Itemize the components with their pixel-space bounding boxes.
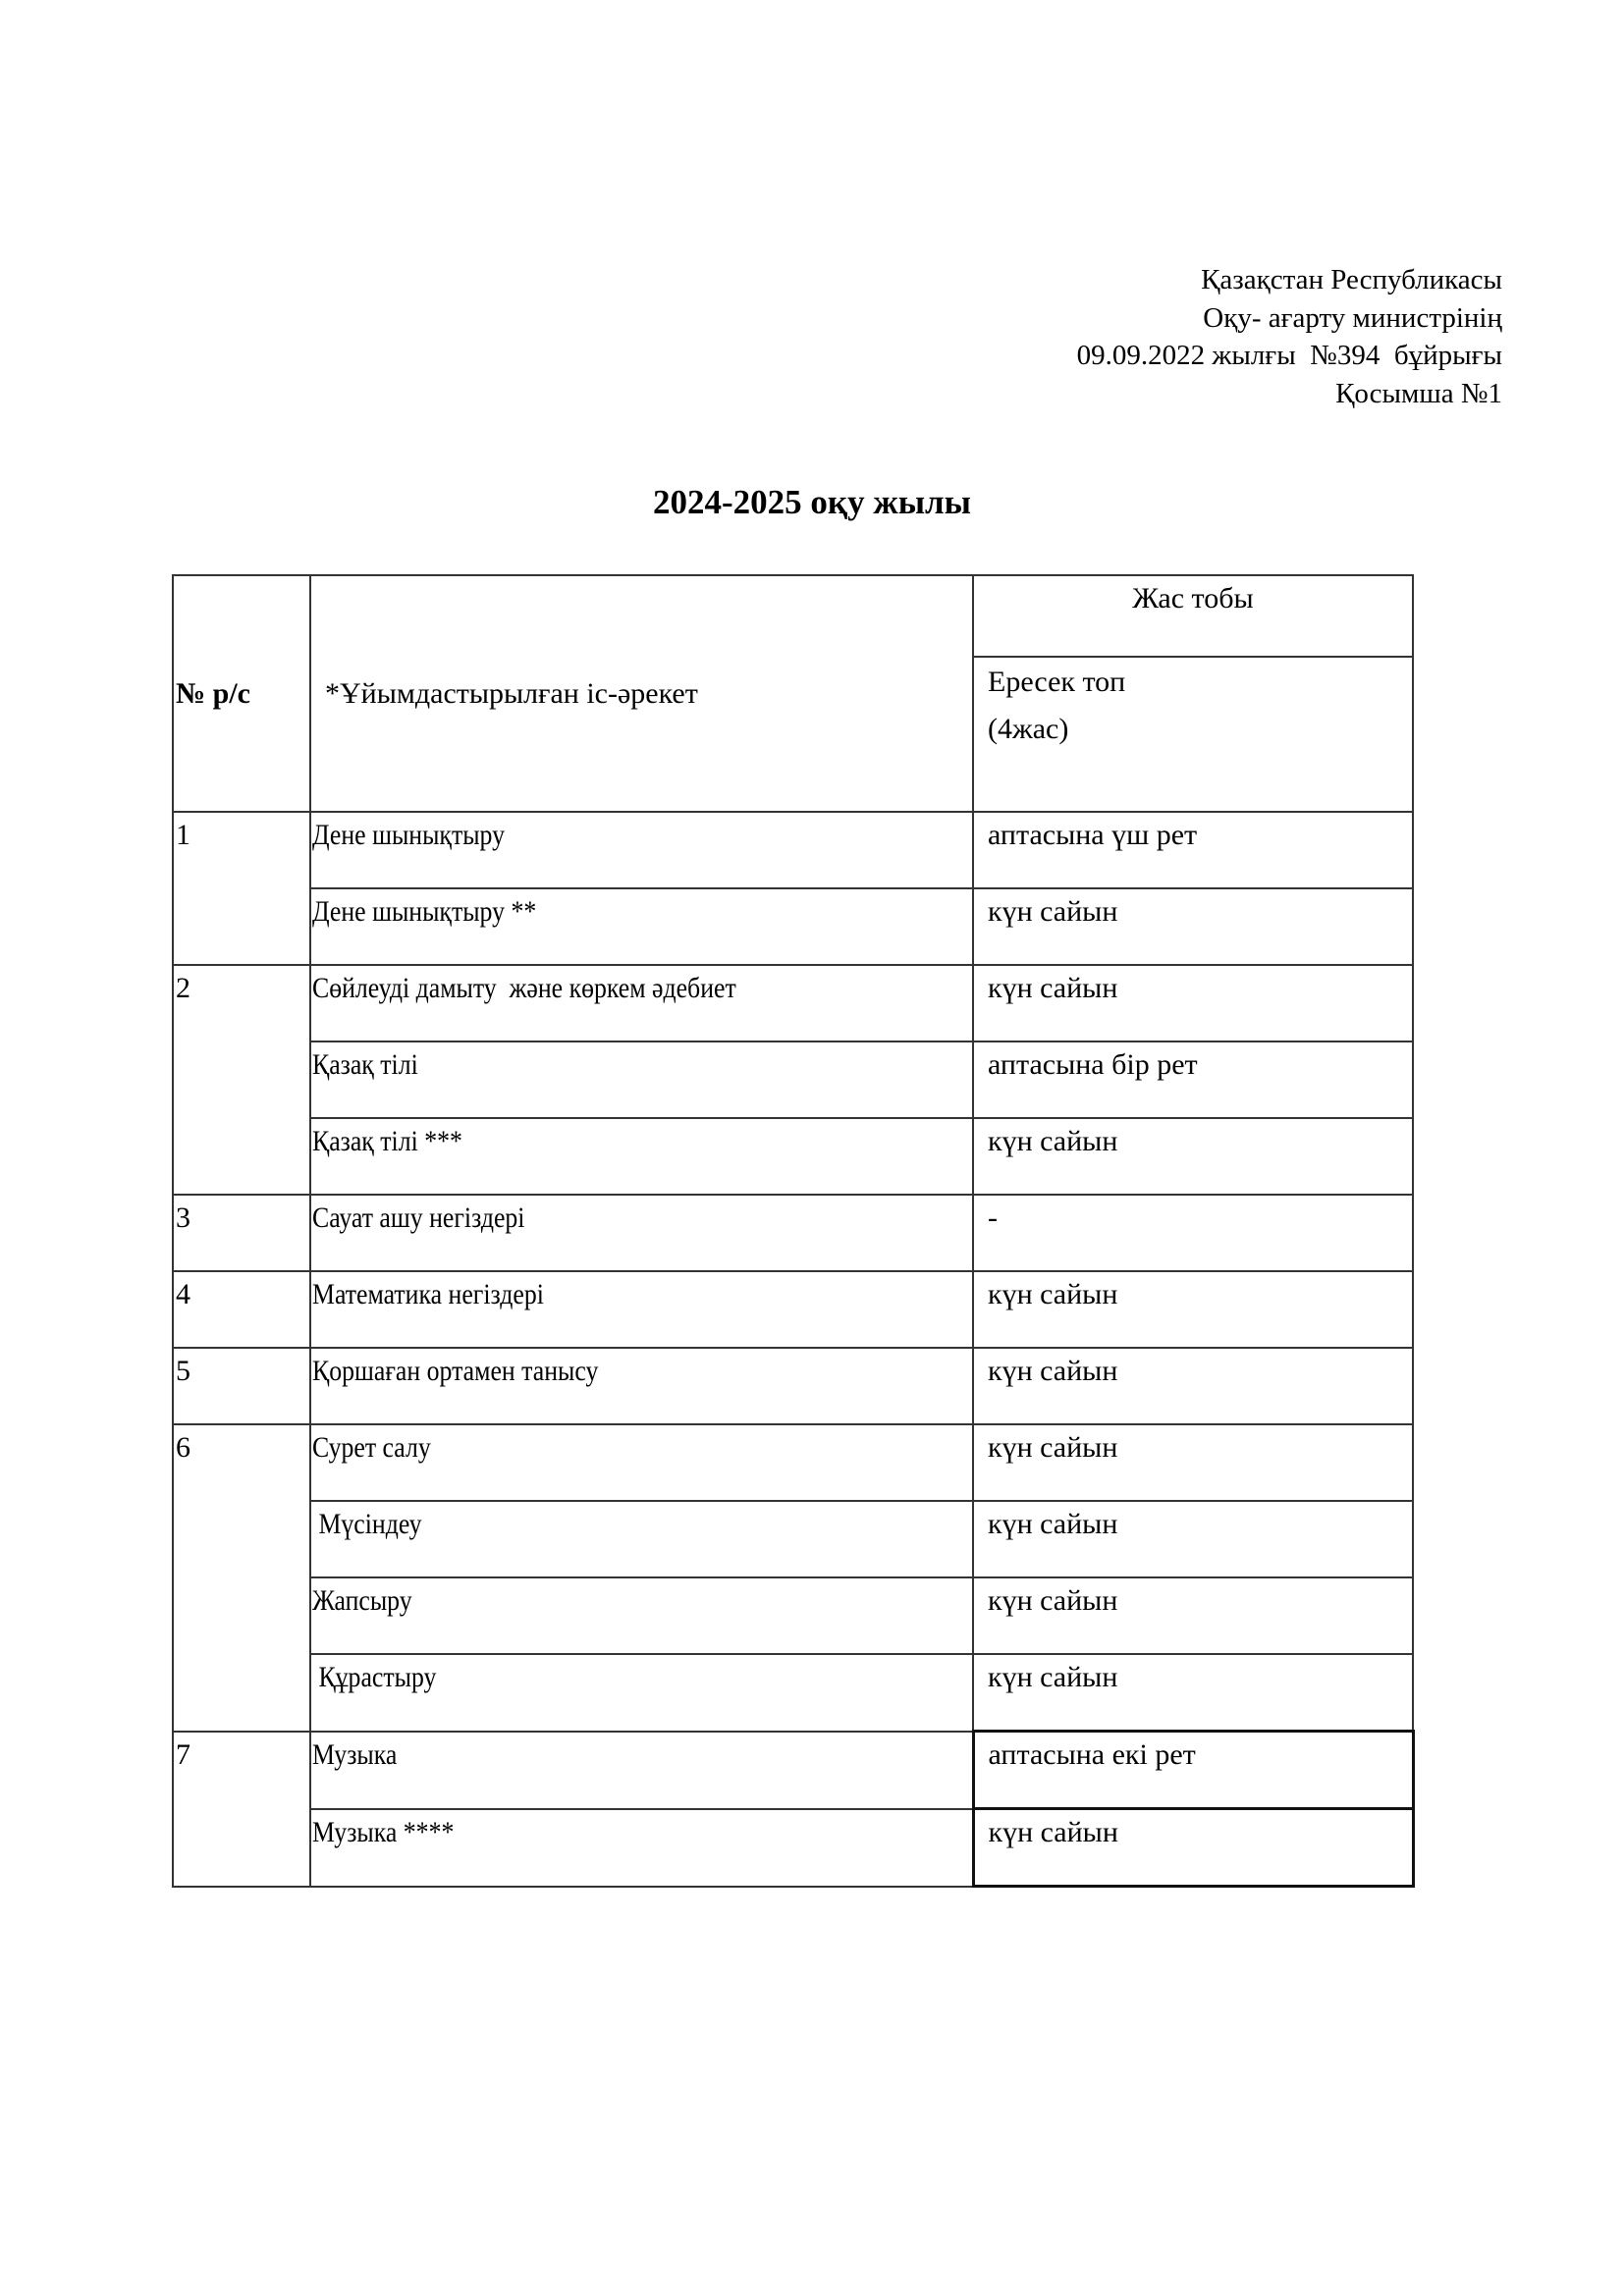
table-row <box>173 1577 1413 1654</box>
row-frequency-cell <box>973 1424 1413 1501</box>
row-activity <box>310 1271 973 1348</box>
row-frequency: күн сайын <box>988 1816 1118 1848</box>
row-frequency: күн сайын <box>988 1355 1118 1387</box>
row-frequency: күн сайын <box>988 1508 1118 1540</box>
row-activity <box>310 888 973 965</box>
activity-text: Дене шынықтыру ** <box>312 895 537 928</box>
row-frequency-cell <box>973 1041 1413 1118</box>
row-number: 4 <box>176 1278 190 1310</box>
activity-text: Сөйлеуді дамыту және көркем әдебиет <box>312 972 736 1004</box>
table-row <box>173 888 1413 965</box>
approval-line-ministry: Оқу- ағарту министрінің <box>1203 301 1502 334</box>
table-row <box>173 1271 1413 1348</box>
table-row <box>173 1041 1413 1118</box>
row-number: 2 <box>176 972 190 1004</box>
activity-text: Құрастыру <box>312 1661 437 1693</box>
approval-line-order: 09.09.2022 жылғы №394 бұйрығы <box>1076 340 1502 371</box>
table-row <box>173 965 1413 1041</box>
row-frequency: күн сайын <box>988 1125 1118 1157</box>
header-group-name: Ересек топ <box>988 666 1126 698</box>
row-frequency-cell <box>973 1732 1413 1809</box>
row-frequency: күн сайын <box>988 895 1118 928</box>
row-number: 7 <box>176 1737 190 1771</box>
row-number-cell <box>173 1424 310 1732</box>
table-row <box>173 1654 1413 1732</box>
table-header-row <box>173 575 1413 657</box>
activity-text: Қазақ тілі <box>312 1048 418 1081</box>
row-number-cell <box>173 812 310 965</box>
header-activity-cell <box>310 575 973 812</box>
header-number-cell <box>173 575 310 812</box>
row-frequency-cell <box>973 1118 1413 1195</box>
activity-text: Музыка <box>312 1737 398 1771</box>
activity-text: Қоршаған ортамен танысу <box>312 1355 599 1387</box>
header-age-group-cell <box>973 575 1413 657</box>
row-activity <box>310 1118 973 1195</box>
row-frequency: күн сайын <box>988 1431 1118 1464</box>
row-frequency: күн сайын <box>988 972 1118 1004</box>
row-number: 1 <box>176 819 190 851</box>
row-activity <box>310 1041 973 1118</box>
row-activity <box>310 1732 973 1809</box>
row-frequency: аптасына үш рет <box>988 819 1198 851</box>
row-activity <box>310 1348 973 1424</box>
header-group-age: (4жас) <box>988 713 1069 745</box>
row-number: 6 <box>176 1431 190 1464</box>
activity-text: Қазақ тілі *** <box>312 1125 462 1157</box>
table-row <box>173 1732 1413 1809</box>
activity-text: Сурет салу <box>312 1431 431 1464</box>
row-number-cell <box>173 1348 310 1424</box>
row-frequency: күн сайын <box>988 1661 1118 1693</box>
row-frequency-cell <box>973 812 1413 888</box>
activity-text: Мүсіндеу <box>312 1508 422 1540</box>
row-frequency-cell <box>973 1348 1413 1424</box>
row-activity <box>310 965 973 1041</box>
table-row <box>173 1809 1413 1887</box>
table-row <box>173 1348 1413 1424</box>
table-row <box>173 1195 1413 1271</box>
row-frequency: аптасына екі рет <box>988 1738 1196 1771</box>
activity-text: Жапсыру <box>312 1584 412 1617</box>
row-activity <box>310 1577 973 1654</box>
table-row <box>173 1118 1413 1195</box>
row-activity <box>310 1809 973 1887</box>
row-frequency: күн сайын <box>988 1584 1118 1617</box>
header-activity: *Ұйымдастырылған іс-әрекет <box>325 676 698 710</box>
header-group-cell <box>973 657 1413 812</box>
row-number: 3 <box>176 1201 190 1234</box>
row-frequency-cell <box>973 1271 1413 1348</box>
row-activity <box>310 1501 973 1577</box>
row-number-cell <box>173 1195 310 1271</box>
row-frequency: - <box>988 1201 998 1234</box>
row-frequency-cell <box>973 1195 1413 1271</box>
table-row <box>173 1501 1413 1577</box>
row-number: 5 <box>176 1355 190 1387</box>
row-frequency-cell <box>973 1577 1413 1654</box>
row-activity <box>310 1424 973 1501</box>
row-frequency-cell <box>973 888 1413 965</box>
row-number-cell <box>173 1732 310 1887</box>
approval-line-appendix: Қосымша №1 <box>1335 377 1502 409</box>
row-number-cell <box>173 965 310 1195</box>
row-activity <box>310 812 973 888</box>
row-frequency-cell <box>973 1654 1413 1732</box>
activity-text: Математика негіздері <box>312 1278 544 1310</box>
document-title: 2024-2025 оқу жылы <box>653 483 971 521</box>
row-activity <box>310 1654 973 1732</box>
table-row <box>173 1424 1413 1501</box>
activity-text: Музыка **** <box>312 1815 455 1848</box>
row-frequency: күн сайын <box>988 1278 1118 1310</box>
activity-schedule-table <box>172 574 1415 1888</box>
header-number: № р/с <box>176 676 250 710</box>
row-frequency-cell <box>973 1809 1413 1887</box>
row-frequency-cell <box>973 965 1413 1041</box>
row-activity <box>310 1195 973 1271</box>
header-age-group: Жас тобы <box>1132 582 1254 614</box>
table-row <box>173 812 1413 888</box>
activity-text: Сауат ашу негіздері <box>312 1201 525 1234</box>
row-frequency: аптасына бір рет <box>988 1048 1198 1081</box>
approval-line-country: Қазақстан Республикасы <box>1201 264 1502 295</box>
activity-text: Дене шынықтыру <box>312 819 506 851</box>
row-number-cell <box>173 1271 310 1348</box>
approval-reference <box>1077 261 1502 412</box>
row-frequency-cell <box>973 1501 1413 1577</box>
